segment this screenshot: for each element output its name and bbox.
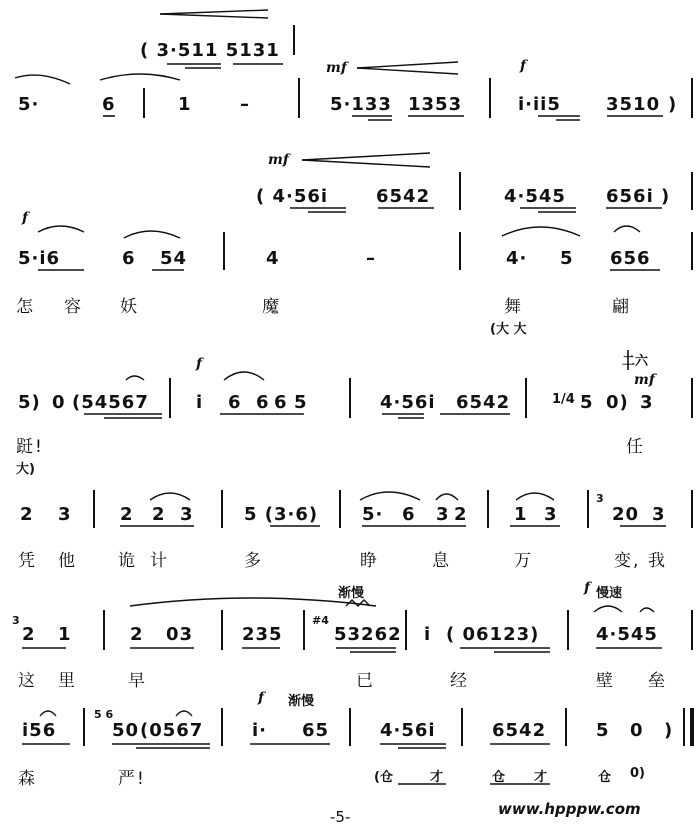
note: 50 [112,720,140,741]
note: 5 [580,392,594,413]
note: – [240,94,250,115]
lyric: 跹! [16,437,44,457]
row5-dyn-f: f [584,580,591,596]
slur [100,74,180,80]
note: 1 [178,94,192,115]
note: 5) [18,392,41,413]
percussion: 0) [630,766,645,781]
note: 6 [122,248,136,269]
note: i [424,624,432,645]
row6-dyn-f: f [258,690,265,706]
row3-dyn-mf: mf [634,372,655,388]
slur [516,493,554,500]
row1-dyn-f: f [520,58,527,74]
note: 0 [630,720,644,741]
slur [38,226,84,232]
note: 6542 [492,720,547,741]
lyric: 翩 [612,297,631,317]
note: 5 (3·6) [244,504,319,525]
fermata [176,711,192,716]
note: 1 [58,624,72,645]
slur [224,372,264,380]
page-number: -5- [330,808,351,826]
percussion: 仓 [492,770,506,785]
lyric: 凭 [18,551,37,571]
row2-dyn-f: f [22,210,29,226]
note: 3 [436,504,450,525]
percussion: 才 [534,770,548,785]
note: ( 4·56i [256,186,329,207]
note: 5· [362,504,384,525]
lyric: 容 [64,297,83,317]
lyric: 垒 [648,671,667,691]
lyric: 息 [432,551,451,571]
tempo-mark: 慢速 [596,586,623,601]
note: 6 [256,392,270,413]
note: 2 [454,504,468,525]
note: 2 [20,504,34,525]
slur [15,75,70,84]
hairpin-row1-top [160,10,268,18]
note: 656 [610,248,651,269]
note: ) [664,720,674,741]
slur [360,492,420,500]
note: 4 [266,248,280,269]
note: 6542 [376,186,431,207]
lyric: 妖 [120,297,139,317]
bracket-label: 二六 [622,354,649,369]
note: 4· [506,248,528,269]
note: 1 [514,504,528,525]
note: 4·545 [504,186,566,207]
slur [614,226,640,232]
lyric: 已 [356,671,375,691]
slur [436,494,458,500]
percussion: (仓 [374,770,393,785]
row3-dyn-f: f [196,356,203,372]
note: 6542 [456,392,511,413]
note: 0 [52,392,66,413]
note: i·ii5 [518,94,561,115]
lyric: 经 [450,671,469,691]
note: 2 [120,504,134,525]
lyric: 严! [118,769,146,789]
lyric: 这 [18,671,37,691]
lyric: 睁 [360,551,379,571]
note: 2 [130,624,144,645]
note: 5·133 [330,94,392,115]
note: 6 [228,392,242,413]
grace-note: 3 [12,614,20,627]
percussion: 仓 [598,770,612,785]
note: 235 [242,624,283,645]
grace-note: 5 6 [94,708,114,721]
grace-note: #4 [312,614,329,627]
note: – [366,248,376,269]
note: i [196,392,204,413]
note: 3 [640,392,654,413]
note: (54567 [72,392,149,413]
slur [594,606,622,612]
slur [502,227,580,236]
lyric: 壁 [596,671,615,691]
lyric: 多 [244,551,263,571]
time-signature: 1/4 [552,392,575,407]
note: 5 [560,248,574,269]
lyric: 诡 [118,551,137,571]
grace-note: 3 [596,492,604,505]
note: 2 [22,624,36,645]
slur [124,231,180,238]
note: 6 [102,94,116,115]
lyric: 任 [626,437,645,457]
note: 656i ) [606,186,671,207]
lyric: 舞 [504,297,523,317]
hairpin-row1-mf [357,62,458,74]
note: ( 06123) [446,624,540,645]
note: 6 [402,504,416,525]
note: 4·545 [596,624,658,645]
note: 2 [152,504,166,525]
lyric: 他 [58,551,77,571]
slur [126,376,144,380]
tempo-mark: 渐慢 [338,586,365,601]
note: i· [252,720,268,741]
lyric: 魔 [262,297,281,317]
note: (0567 [140,720,204,741]
row1-upper-notes: ( 3·511 5131 [140,40,280,61]
lyric: 我 [648,551,667,571]
lyric: 万 [514,551,533,571]
note: 5 [596,720,610,741]
note: 53262 [334,624,402,645]
note: 0) [606,392,629,413]
note: i56 [22,720,57,741]
note: 5·i6 [18,248,61,269]
row1-dyn-mf: mf [326,60,347,76]
lyric: 森 [18,769,37,789]
lyric: 里 [58,671,77,691]
lyric: 计 [150,551,169,571]
fermata [40,711,56,716]
note: 3 [180,504,194,525]
percussion: (大 大 [490,322,527,337]
lyric: 怎 [16,297,35,317]
note: 20 [612,504,640,525]
lyric: 变, [614,551,641,571]
note: 3 [58,504,72,525]
percussion: 才 [430,770,444,785]
note: 4·56i [380,392,436,413]
percussion: 大) [16,462,35,477]
note: 65 [302,720,330,741]
tempo-mark: 渐慢 [288,694,315,709]
note: 03 [166,624,194,645]
fermata [640,608,654,612]
hairpin-row2-mf [302,153,430,167]
note: 3510 [606,94,661,115]
note: 4·56i [380,720,436,741]
site-watermark: www.hpppw.com [498,800,641,818]
slur [150,493,190,500]
note: 3 [544,504,558,525]
note: 6 [274,392,288,413]
note: 54 [160,248,188,269]
note: 5 [294,392,308,413]
note: ) [668,94,678,115]
lyric: 早 [128,671,147,691]
note: 3 [652,504,666,525]
row2-dyn-mf: mf [268,152,289,168]
note: 1353 [408,94,463,115]
note: 5· [18,94,40,115]
